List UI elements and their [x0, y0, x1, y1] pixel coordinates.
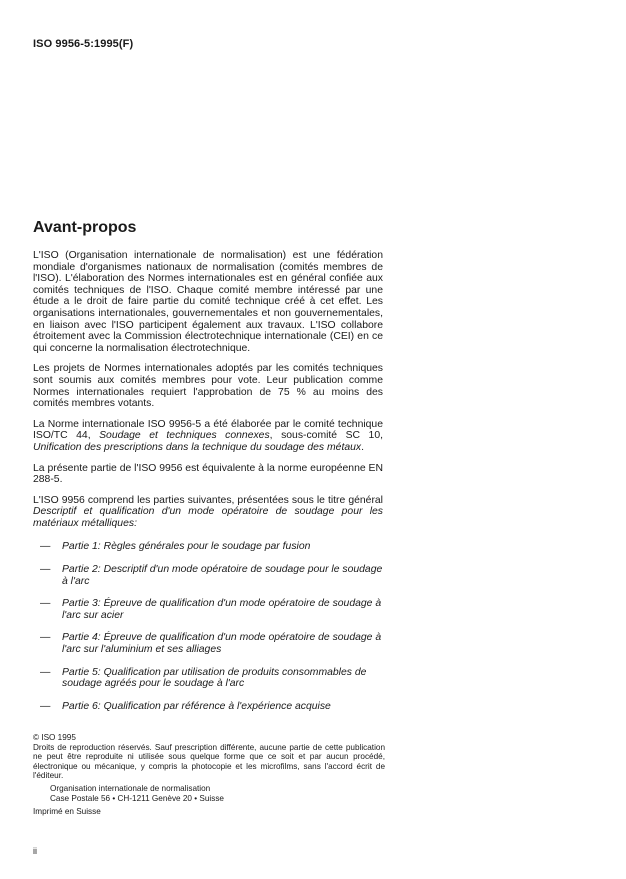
parts-intro-text: L'ISO 9956 comprend les parties suivantes, présentées sous le titre général: [33, 494, 383, 506]
committee-text-2: , sous-comité SC 10,: [269, 430, 383, 442]
part-text: Partie 5: Qualification par utilisation de produits consommables de soudage agréés pour le soudage à l'arc: [62, 666, 367, 690]
dash-marker: —: [40, 700, 51, 712]
committee-text-3: .: [361, 441, 364, 453]
section-title: Avant-propos: [33, 219, 137, 236]
paragraph-committee: [33, 419, 383, 454]
printed-in: Imprimé en Suisse: [33, 807, 101, 817]
copyright-line: © ISO 1995: [33, 733, 76, 742]
dash-marker: —: [40, 666, 51, 678]
page-number: ii: [33, 846, 37, 856]
rights-notice: Droits de reproduction réservés. Sauf prescription différente, aucune partie de cette publication ne peut être reproduite ni utilisée sous quelque forme que ce soit et par aucun procédé, électronique ou mécanique, y compris la photocopie et les microfilms, sans l'accord écrit de l'éditeur.: [33, 742, 385, 781]
part-text: Partie 1: Règles générales pour le soudage par fusion: [62, 541, 311, 553]
parts-general-title: Descriptif et qualification d'un mode opératoire de soudage pour les matériaux métalliques:: [33, 506, 383, 529]
paragraph-voting: Les projets de Normes internationales adoptés par les comités techniques sont soumis aux comités membres pour vote. Leur publication comme Normes internationales requiert l'approbation de 75 % au moins des comités membres votants.: [33, 363, 383, 410]
document-identifier: ISO 9956-5:1995(F): [33, 38, 134, 50]
dash-marker: —: [40, 632, 51, 644]
parts-list: [33, 541, 383, 712]
committee-text-1: La Norme internationale ISO 9956-5 a été élaborée par le comité technique ISO/TC 44,: [33, 418, 383, 442]
subcommittee-name: Unification des prescriptions dans la technique du soudage des métaux: [33, 441, 362, 453]
list-item: [33, 667, 383, 690]
dash-marker: —: [40, 541, 51, 553]
paragraph-parts-intro: [33, 495, 383, 530]
dash-marker: —: [40, 564, 51, 576]
organization-address: Case Postale 56 • CH-1211 Genève 20 • Suisse: [50, 793, 224, 803]
list-item: [33, 598, 383, 621]
foreword-body: [33, 250, 383, 723]
part-text: Partie 3: Épreuve de qualification d'un mode opératoire de soudage à l'arc sur acier: [62, 598, 382, 621]
dash-marker: —: [40, 598, 51, 610]
list-item: [33, 564, 383, 587]
committee-name: Soudage et techniques connexes: [99, 430, 270, 442]
copyright-block: [33, 733, 385, 817]
paragraph-iso-intro: L'ISO (Organisation internationale de normalisation) est une fédération mondiale d'organismes nationaux de normalisation (comités membres de l'ISO). L'élaboration des Normes internationales est en général confiée aux comités techniques de l'ISO. Chaque comité membre intéressé par une étude a le droit de faire partie du comité technique créé à cet effet. Les organisations internationales, gouvernementales et non gouvernementales, en liaison avec l'ISO participent également aux travaux. L'ISO collabore étroitement avec la Commission électrotechnique internationale (CEI) en ce qui concerne la normalisation électrotechnique.: [33, 250, 383, 354]
list-item: [33, 701, 383, 713]
part-text: Partie 6: Qualification par référence à l'expérience acquise: [62, 700, 331, 712]
part-text: Partie 2: Descriptif d'un mode opératoire de soudage pour le soudage à l'arc: [62, 564, 383, 587]
list-item: [33, 632, 383, 655]
paragraph-equivalence: La présente partie de l'ISO 9956 est équivalente à la norme européenne EN 288-5.: [33, 462, 383, 486]
organization-name: Organisation internationale de normalisation: [50, 783, 211, 793]
part-text: Partie 4: Épreuve de qualification d'un mode opératoire de soudage à l'arc sur l'aluminium et ses alliages: [62, 632, 382, 656]
list-item: [33, 541, 383, 553]
